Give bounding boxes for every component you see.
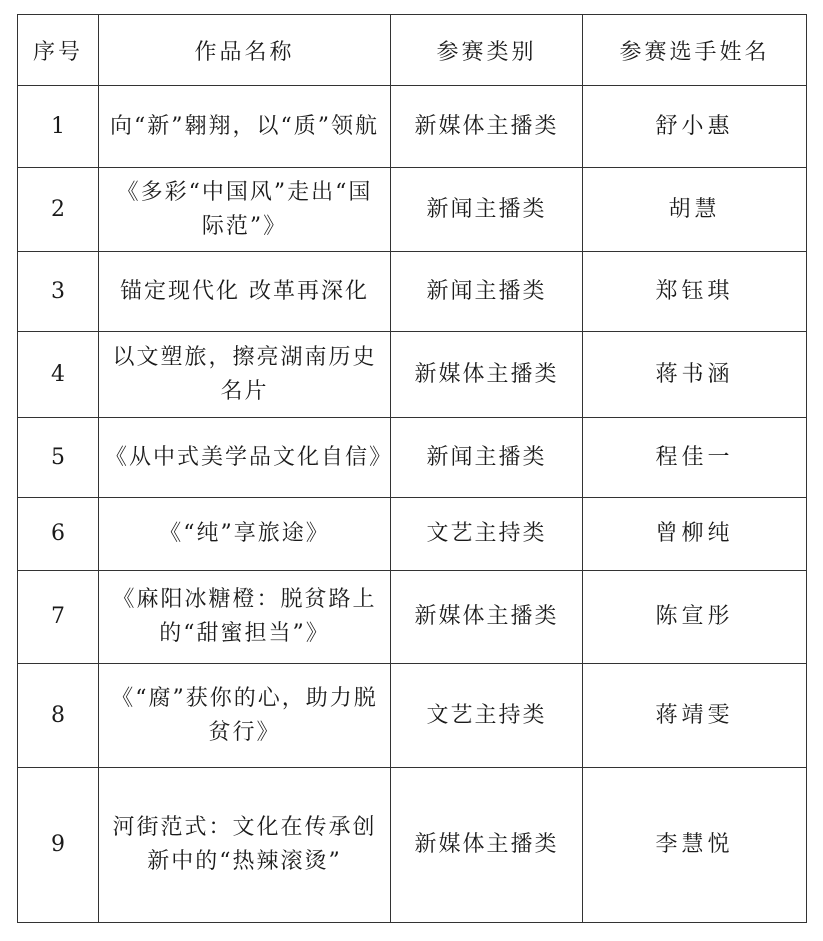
table-row: [18, 571, 807, 664]
row-index: 8: [18, 664, 99, 768]
row-name: 曾柳纯: [583, 498, 807, 571]
row-title: 《多彩“中国风”走出“国际范”》: [99, 168, 391, 252]
header-name: 参赛选手姓名: [583, 15, 807, 86]
row-name: 郑钰琪: [583, 252, 807, 332]
row-category: 新闻主播类: [391, 252, 583, 332]
row-index: 1: [18, 86, 99, 168]
table-row: [18, 252, 807, 332]
header-title: 作品名称: [99, 15, 391, 86]
row-title: 锚定现代化 改革再深化: [99, 252, 391, 332]
row-name: 程佳一: [583, 418, 807, 498]
row-category: 新媒体主播类: [391, 332, 583, 418]
header-category: 参赛类别: [391, 15, 583, 86]
row-index: 5: [18, 418, 99, 498]
row-title: 向“新”翱翔，以“质”领航: [99, 86, 391, 168]
row-title: 《“纯”享旅途》: [99, 498, 391, 571]
row-category: 文艺主持类: [391, 498, 583, 571]
row-title: 《麻阳冰糖橙：脱贫路上的“甜蜜担当”》: [99, 571, 391, 664]
table-row: [18, 418, 807, 498]
row-name: 胡慧: [583, 168, 807, 252]
row-category: 新媒体主播类: [391, 571, 583, 664]
row-name: 蒋靖雯: [583, 664, 807, 768]
row-name: 蒋书涵: [583, 332, 807, 418]
row-index: 4: [18, 332, 99, 418]
row-title: 河街范式：文化在传承创新中的“热辣滚烫”: [99, 768, 391, 923]
row-category: 新闻主播类: [391, 418, 583, 498]
row-index: 6: [18, 498, 99, 571]
table-row: [18, 768, 807, 923]
row-title: 《“腐”获你的心，助力脱贫行》: [99, 664, 391, 768]
row-name: 李慧悦: [583, 768, 807, 923]
row-index: 2: [18, 168, 99, 252]
row-category: 新媒体主播类: [391, 768, 583, 923]
row-title: 《从中式美学品文化自信》: [99, 418, 391, 498]
table-row: [18, 168, 807, 252]
row-title: 以文塑旅，擦亮湖南历史名片: [99, 332, 391, 418]
entries-table: [17, 14, 807, 923]
table-row: [18, 498, 807, 571]
header-row: [18, 15, 807, 86]
row-index: 7: [18, 571, 99, 664]
table-row: [18, 332, 807, 418]
row-index: 3: [18, 252, 99, 332]
row-index: 9: [18, 768, 99, 923]
table-row: [18, 86, 807, 168]
table-row: [18, 664, 807, 768]
row-category: 文艺主持类: [391, 664, 583, 768]
header-index: 序号: [18, 15, 99, 86]
row-category: 新闻主播类: [391, 168, 583, 252]
row-name: 舒小惠: [583, 86, 807, 168]
row-category: 新媒体主播类: [391, 86, 583, 168]
row-name: 陈宣彤: [583, 571, 807, 664]
